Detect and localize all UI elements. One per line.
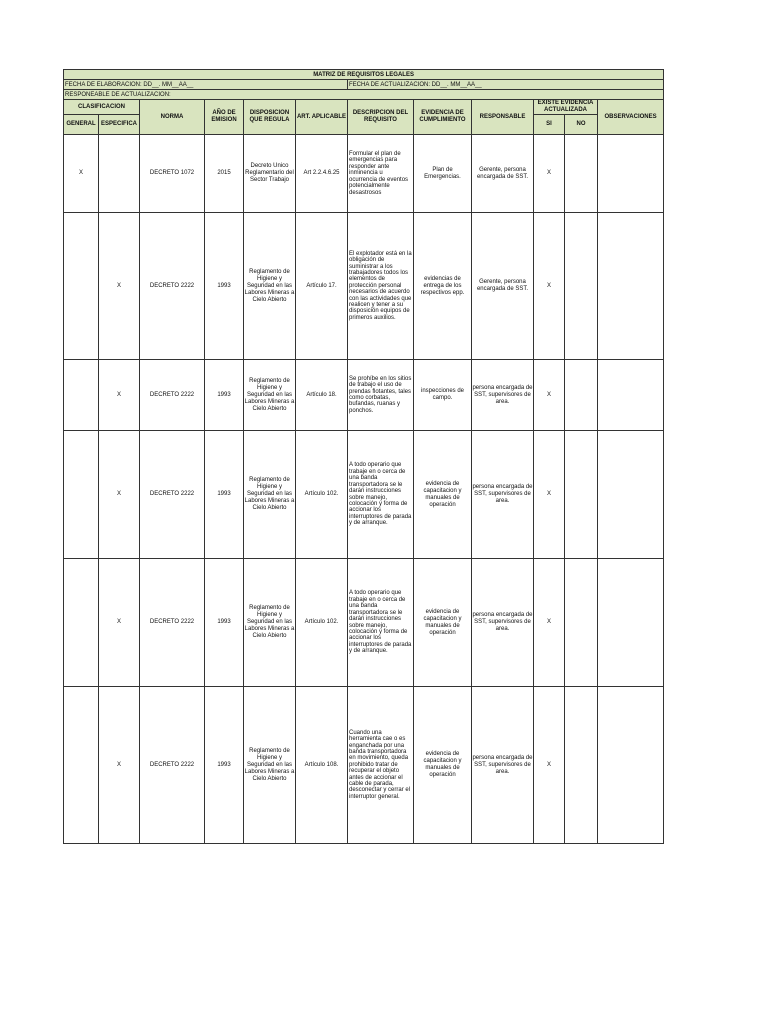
cell-no xyxy=(565,687,598,844)
cell-art: Artículo 102. xyxy=(296,431,348,559)
cell-no xyxy=(565,360,598,431)
header-descripcion: DESCRIPCION DEL REQUISITO xyxy=(348,100,414,135)
cell-general xyxy=(64,431,99,559)
header-general: GENERAL xyxy=(64,115,99,135)
cell-descripcion: Cuando una herramienta cae o es enganchada por una banda transportadora en movimiento, queda prohibido tratar de recuperar el objeto antes de accionar el cable de parada, desconectar y cerrar el interruptor general. xyxy=(348,687,414,844)
cell-descripcion: El explotador está en la obligación de suministrar a los trabajadores todos los elementos de protección personal necesarios de acuerdo con las actividades que realicen y tener a su disposición equipos de primeros auxilios. xyxy=(348,213,414,360)
header-observaciones: OBSERVACIONES xyxy=(598,100,664,135)
cell-general xyxy=(64,687,99,844)
cell-anio: 1993 xyxy=(205,559,244,687)
cell-si: X xyxy=(534,135,565,213)
cell-general: X xyxy=(64,135,99,213)
cell-disposicion: Reglamento de Higiene y Seguridad en las Labores Mineras a Cielo Abierto xyxy=(244,360,296,431)
cell-si: X xyxy=(534,559,565,687)
cell-disposicion: Reglamento de Higiene y Seguridad en las Labores Mineras a Cielo Abierto xyxy=(244,559,296,687)
cell-observaciones xyxy=(598,135,664,213)
legal-requirements-matrix xyxy=(63,69,664,844)
cell-especifica: X xyxy=(99,360,140,431)
cell-especifica xyxy=(99,135,140,213)
cell-anio: 1993 xyxy=(205,687,244,844)
table-row xyxy=(64,559,664,687)
cell-responsable: Gerente, persona encargada de SST. xyxy=(472,213,534,360)
cell-disposicion: Reglamento de Higiene y Seguridad en las Labores Mineras a Cielo Abierto xyxy=(244,431,296,559)
cell-norma: DECRETO 2222 xyxy=(140,687,205,844)
cell-norma: DECRETO 2222 xyxy=(140,559,205,687)
cell-observaciones xyxy=(598,559,664,687)
cell-no xyxy=(565,431,598,559)
cell-especifica: X xyxy=(99,559,140,687)
cell-responsable: Gerente, persona encargada de SST. xyxy=(472,135,534,213)
cell-evidencia: evidencia de capacitacion y manuales de operación xyxy=(414,687,472,844)
cell-responsable: persona encargada de SST, supervisores de area. xyxy=(472,431,534,559)
cell-disposicion: Decreto Unico Reglamentario del Sector Trabajo xyxy=(244,135,296,213)
cell-no xyxy=(565,213,598,360)
cell-observaciones xyxy=(598,687,664,844)
cell-general xyxy=(64,213,99,360)
cell-norma: DECRETO 2222 xyxy=(140,431,205,559)
table-row xyxy=(64,360,664,431)
cell-general xyxy=(64,360,99,431)
cell-evidencia: evidencia de capacitacion y manuales de operación xyxy=(414,559,472,687)
header-si: SI xyxy=(534,115,565,135)
cell-si: X xyxy=(534,687,565,844)
header-anio: AÑO DE EMISION xyxy=(205,100,244,135)
cell-anio: 2015 xyxy=(205,135,244,213)
cell-responsable: persona encargada de SST, supervisores de area. xyxy=(472,687,534,844)
cell-descripcion: A todo operario que trabaje en o cerca de una banda transportadora se le darán instrucciones sobre manejo, colocación y forma de accionar los interruptores de parada y de arranque. xyxy=(348,559,414,687)
cell-evidencia: inspecciones de campo. xyxy=(414,360,472,431)
cell-evidencia: Plan de Emergencias. xyxy=(414,135,472,213)
cell-norma: DECRETO 2222 xyxy=(140,213,205,360)
cell-descripcion: Formular el plan de emergencias para responder ante inminencia u ocurrencia de eventos potencialmente desastrosos xyxy=(348,135,414,213)
header-responsable: RESPONSABLE xyxy=(472,100,534,135)
responsable-actualizacion: RESPONEABLE DE ACTUALIZACION: xyxy=(64,90,664,100)
cell-norma: DECRETO 1072 xyxy=(140,135,205,213)
cell-observaciones xyxy=(598,213,664,360)
cell-disposicion: Reglamento de Higiene y Seguridad en las Labores Mineras a Cielo Abierto xyxy=(244,687,296,844)
cell-anio: 1993 xyxy=(205,431,244,559)
fecha-elaboracion: FECHA DE ELABORACION: DD__. MM__AA__ xyxy=(64,80,348,90)
cell-general xyxy=(64,559,99,687)
header-art: ART. APLICABLE xyxy=(296,100,348,135)
cell-evidencia: evidencia de capacitacion y manuales de operación xyxy=(414,431,472,559)
cell-art: Artículo 18. xyxy=(296,360,348,431)
cell-art: Artículo 17. xyxy=(296,213,348,360)
cell-anio: 1993 xyxy=(205,360,244,431)
cell-si: X xyxy=(534,213,565,360)
header-existe-evidencia: EXISTE EVIDENCIA ACTUALIZADA xyxy=(534,100,598,115)
cell-observaciones xyxy=(598,360,664,431)
cell-responsable: persona encargada de SST, supervisores de area. xyxy=(472,360,534,431)
cell-descripcion: Se prohíbe en los sitios de trabajo el uso de prendas flotantes, tales como corbatas, bufandas, ruanas y ponchos. xyxy=(348,360,414,431)
header-clasificacion: CLASIFICACION xyxy=(64,100,140,115)
cell-no xyxy=(565,559,598,687)
header-especifica: ESPECIFICA xyxy=(99,115,140,135)
cell-especifica: X xyxy=(99,213,140,360)
header-evidencia: EVIDENCIA DE CUMPLIMIENTO xyxy=(414,100,472,135)
cell-especifica: X xyxy=(99,687,140,844)
header-no: NO xyxy=(565,115,598,135)
cell-especifica: X xyxy=(99,431,140,559)
fecha-actualizacion: FECHA DE ACTUALIZACION: DD__. MM__AA__ xyxy=(348,80,664,90)
header-norma: NORMA xyxy=(140,100,205,135)
header-disposicion: DISPOSICION QUE REGULA xyxy=(244,100,296,135)
cell-anio: 1993 xyxy=(205,213,244,360)
cell-art: Art 2.2.4.6.25 xyxy=(296,135,348,213)
cell-responsable: persona encargada de SST, supervisores de area. xyxy=(472,559,534,687)
cell-observaciones xyxy=(598,431,664,559)
cell-art: Artículo 108. xyxy=(296,687,348,844)
table-row xyxy=(64,431,664,559)
cell-no xyxy=(565,135,598,213)
cell-disposicion: Reglamento de Higiene y Seguridad en las Labores Mineras a Cielo Abierto xyxy=(244,213,296,360)
table-row xyxy=(64,687,664,844)
table-row xyxy=(64,135,664,213)
cell-si: X xyxy=(534,431,565,559)
cell-descripcion: A todo operario que trabaje en o cerca de una banda transportadora se le darán instrucciones sobre manejo, colocación y forma de accionar los interruptores de parada y de arranque. xyxy=(348,431,414,559)
cell-norma: DECRETO 2222 xyxy=(140,360,205,431)
cell-si: X xyxy=(534,360,565,431)
table-row xyxy=(64,213,664,360)
matrix-title: MATRIZ DE REQUISITOS LEGALES xyxy=(64,70,664,80)
cell-art: Artículo 102. xyxy=(296,559,348,687)
cell-evidencia: evidencias de entrega de los respectivos epp. xyxy=(414,213,472,360)
